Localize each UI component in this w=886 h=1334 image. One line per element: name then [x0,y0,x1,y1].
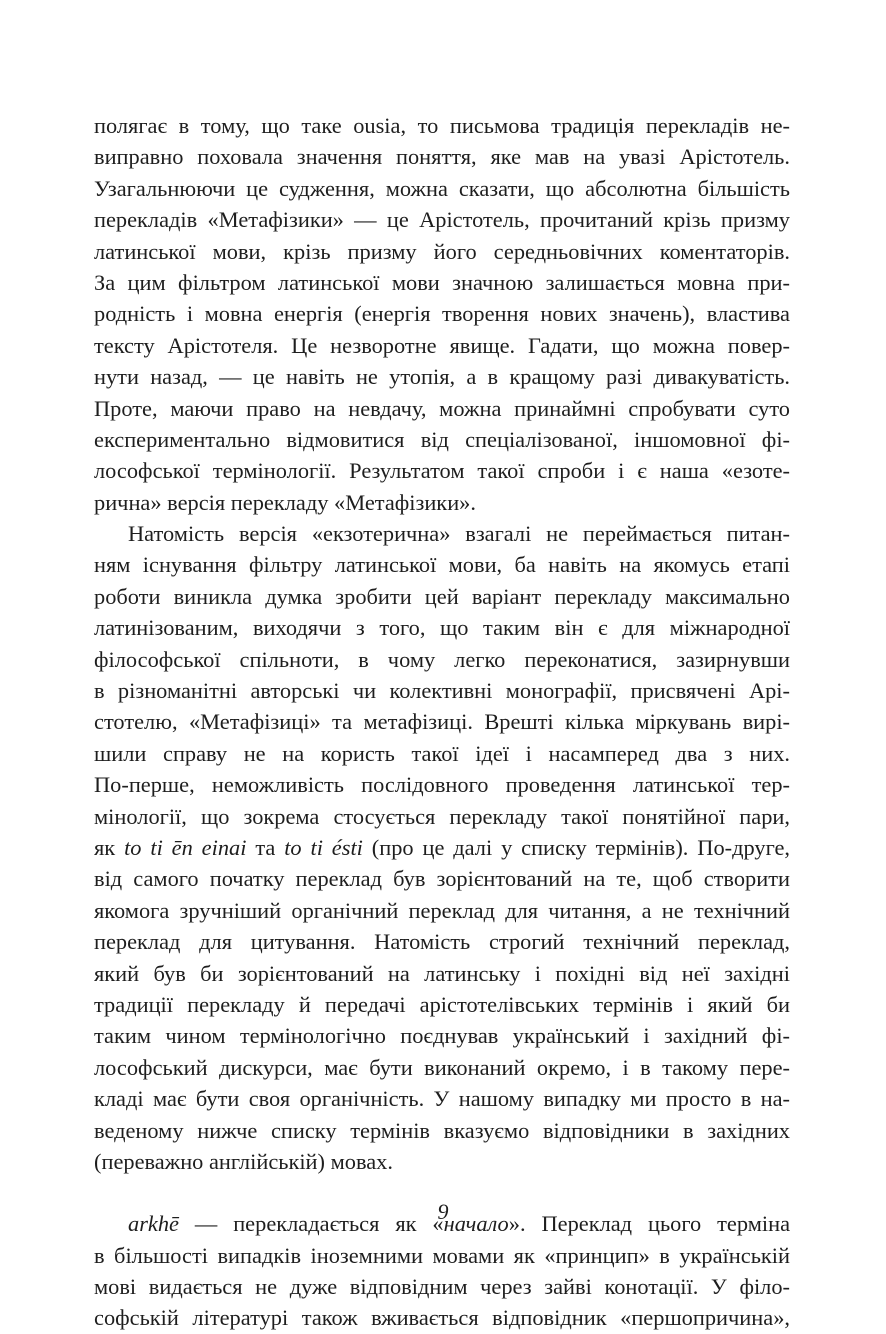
text-line: в більшості випадків іноземними мовами як «принцип» в українській [94,1242,790,1268]
text-line: латинської мови, крізь призму його середньовічних коментаторів. [94,238,790,264]
page-body [94,110,790,1334]
text-line: ням існування фільтру латинської мови, ба навіть на якомусь етапі [94,552,790,578]
text-line: роботи виникла думка зробити цей варіант перекладу максимально [94,583,790,609]
text-line: таким чином термінологічно поєднував український і західний фі- [94,1023,790,1049]
text-line: переклад для цитування. Натомість строгий технічний переклад, [94,929,790,955]
text-line: нути назад, — це навіть не утопія, а в кращому разі дивакуватість. [94,364,790,390]
text-line: якомога зручніший органічний переклад для читання, а не технічний [94,897,790,923]
text-line: рична» версія перекладу «Метафізики». [94,489,476,515]
text-line: Натомість версія «екзотерична» взагалі не переймається питан- [128,521,790,547]
text-line: від самого початку переклад був зорієнтований на те, щоб створити [94,866,790,892]
text-line: arkhē — перекладається як «начало». Переклад цього терміна [128,1211,791,1237]
text-line: кладі має бути своя органічність. У нашому випадку ми просто в на- [94,1086,790,1112]
text-line: софській літературі також вживається відповідник «першопричина», [94,1305,790,1331]
text-line: (переважно англійській) мовах. [94,1148,393,1174]
text-line: лософської термінології. Результатом такої спроби і є наша «езоте- [94,458,790,484]
text-line: стотелю, «Метафізиці» та метафізиці. Врешті кілька міркувань вирі- [94,709,790,735]
text-line: експериментально відмовитися від спеціалізованої, іншомовної фі- [94,426,790,452]
text-line: який був би зорієнтований на латинську і похідні від неї західні [94,960,790,986]
paragraph-2 [94,518,790,1177]
text-line: як to ti ēn einai та to ti ésti (про це далі у списку термінів). По-друге, [94,834,791,860]
text-line: в різноманітні авторські чи колективні монографії, присвячені Арі- [94,678,790,704]
text-line: Проте, маючи право на невдачу, можна принаймні спробувати суто [94,395,790,421]
text-line: латинізованим, виходячи з того, що таким він є для міжнародної [94,615,790,641]
text-line: За цим фільтром латинської мови значною залишається мовна при- [94,269,790,295]
text-line: лософський дискурси, має бути виконаний окремо, і в такому пере- [94,1054,790,1080]
text-line: мові видається не дуже відповідним через зайві конотації. У філо- [94,1274,790,1300]
paragraph-3 [94,1208,790,1334]
page-number: 9 [437,1199,449,1224]
text-line: Узагальнюючи це судження, можна сказати, що абсолютна більшість [94,175,790,201]
text-line: перекладів «Метафізики» — це Арістотель, прочитаний крізь призму [94,207,790,233]
text-line: шили справу не на користь такої ідеї і насамперед два з них. [94,740,790,766]
text-line: По-перше, неможливість послідовного проведення латинської тер- [94,772,790,798]
text-line: полягає в тому, що таке ousia, то письмова традиція перекладів не- [94,113,790,138]
text-line: мінології, що зокрема стосується перекладу такої понятійної пари, [94,803,790,829]
text-line: виправно поховала значення поняття, яке мав на увазі Арістотель. [94,144,790,170]
text-line: веденому нижче списку термінів вказуємо відповідники в західних [94,1117,790,1143]
paragraph-1 [94,110,790,518]
text-line: традиції перекладу й передачі арістотелівських термінів і який би [94,991,790,1017]
text-line: філософської спільноти, в чому легко переконатися, зазирнувши [94,646,790,672]
text-line: тексту Арістотеля. Це незворотне явище. Гадати, що можна повер- [94,332,790,358]
text-line: родність і мовна енергія (енергія творення нових значень), властива [94,301,790,327]
